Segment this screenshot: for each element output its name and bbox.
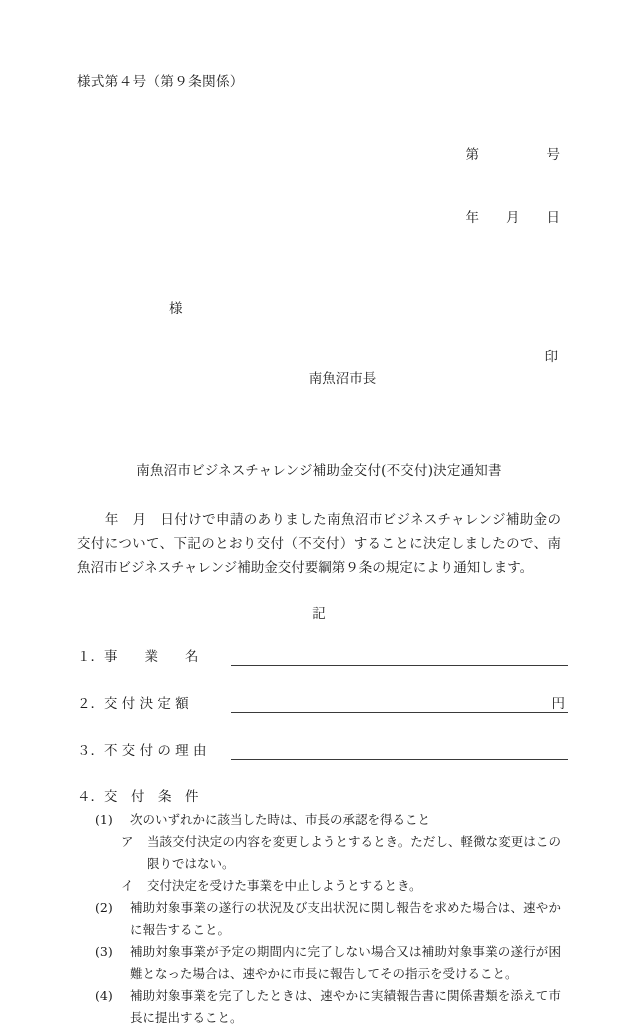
condition-item — [77, 809, 561, 831]
seal-mark: 印 — [544, 349, 558, 365]
fill-row-business-name — [77, 647, 561, 694]
condition-subitem-marker: イ — [121, 878, 134, 893]
document-date-line: 年 月 日 — [465, 210, 560, 226]
fill-row-refusal-reason — [77, 741, 561, 788]
condition-item — [77, 897, 561, 941]
condition-subitems — [77, 831, 561, 897]
condition-subitem-text: 交付決定を受けた事業を中止しようとするとき。 — [147, 878, 422, 893]
fill-in-items — [77, 647, 565, 788]
condition-text: 補助対象事業を完了したときは、速やかに実績報告書に関係書類を添えて市長に提出すること。 — [130, 988, 561, 1025]
document-meta-block — [77, 103, 561, 271]
condition-marker: (1) — [95, 812, 113, 827]
document-number-line: 第 号 — [465, 147, 560, 163]
condition-marker: (3) — [95, 944, 113, 959]
fill-label-refusal-reason: ３．不 交 付 の 理 由 — [77, 743, 207, 759]
condition-marker: (2) — [95, 900, 113, 915]
addressee-line: 様 — [169, 301, 183, 317]
form-number: 様式第４号（第９条関係） — [77, 74, 244, 90]
condition-text: 補助対象事業の遂行の状況及び支出状況に関し報告を求めた場合は、速やかに報告すること。 — [130, 900, 561, 937]
fill-label-business-name: １．事 業 名 — [77, 649, 199, 665]
document-body — [77, 72, 565, 1029]
fill-row-granted-amount — [77, 694, 565, 741]
ki-marker: 記 — [312, 606, 326, 622]
document-title: 南魚沼市ビジネスチャレンジ補助金交付(不交付)決定通知書 — [136, 463, 502, 479]
fill-rule-granted-amount[interactable] — [231, 712, 568, 713]
conditions-heading: ４．交 付 条 件 — [77, 789, 199, 805]
fill-label-granted-amount: ２．交 付 決 定 額 — [77, 696, 189, 712]
condition-item — [77, 941, 561, 985]
currency-unit-yen: 円 — [551, 696, 565, 712]
issuer-name: 南魚沼市長 — [308, 371, 377, 387]
condition-text: 補助対象事業が予定の期間内に完了しない場合又は補助対象事業の遂行が困難となった場合は、速やかに市長に報告してその指示を受けること。 — [130, 944, 561, 981]
conditions-list — [77, 809, 561, 1029]
issuer-block — [77, 346, 561, 434]
condition-text: 次のいずれかに該当した時は、市長の承認を得ること — [130, 812, 431, 827]
condition-subitem-text: 当該交付決定の内容を変更しようとするとき。ただし、軽微な変更はこの限りではない。 — [147, 834, 561, 871]
fill-rule-business-name[interactable] — [231, 665, 568, 666]
condition-item — [77, 985, 561, 1029]
condition-subitem — [77, 875, 561, 897]
fill-rule-refusal-reason[interactable] — [231, 759, 568, 760]
condition-subitem-marker: ア — [121, 834, 134, 849]
condition-subitem — [77, 831, 561, 875]
condition-marker: (4) — [95, 988, 113, 1003]
body-paragraph: 年 月 日付けで申請のありました南魚沼市ビジネスチャレンジ補助金の交付について、下記のとおり交付（不交付）することに決定しましたので、南魚沼市ビジネスチャレンジ補助金交付要綱第９条の規定により通知します。 — [77, 512, 561, 576]
